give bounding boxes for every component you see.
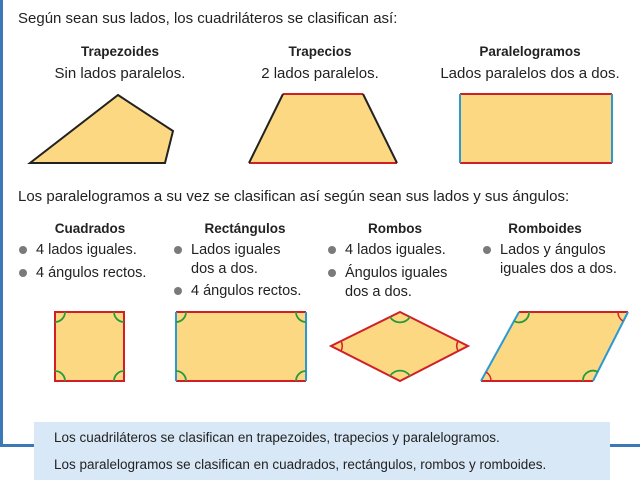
trapezoides-description: Sin lados paralelos. [54, 65, 186, 82]
paralelogramos-title: Paralelogramos [479, 44, 581, 59]
rhomboid-fill [481, 312, 628, 381]
rectangulos-bullet-1: Lados iguales dos a dos. [173, 241, 281, 279]
rombos-bullet-2: Ángulos iguales dos a dos. [327, 264, 447, 302]
trapezoides-title: Trapezoides [80, 44, 160, 59]
summary-line-2: Los paralelogramos se clasifican en cuadrados, rectángulos, rombos y romboides. [54, 457, 547, 472]
summary-box [34, 422, 610, 480]
rectangulos-title: Rectángulos [204, 221, 286, 236]
summary-line-1: Los cuadriláteros se clasifican en trapezoides, trapecios y paralelogramos. [54, 430, 500, 445]
rombos-title: Rombos [368, 221, 422, 236]
rombos-bullet-1: 4 lados iguales. [327, 241, 446, 260]
intro-text: Según sean sus lados, los cuadriláteros se clasifican así: [18, 10, 398, 27]
romboides-title: Romboides [508, 221, 582, 236]
intro2-text: Los paralelogramos a su vez se clasifican así según sean sus lados y sus ángulos: [18, 188, 570, 205]
cuadrados-title: Cuadrados [54, 221, 126, 236]
trapecios-description: 2 lados paralelos. [261, 65, 379, 82]
romboides-bullet-1: Lados y ángulos iguales dos a dos. [482, 241, 617, 279]
trapecios-title: Trapecios [288, 44, 352, 59]
rectangulos-bullet-2: 4 ángulos rectos. [173, 282, 301, 301]
paralelogramos-description: Lados paralelos dos a dos. [440, 65, 620, 82]
cuadrados-bullet-1: 4 lados iguales. [18, 241, 137, 260]
cuadrados-bullet-2: 4 ángulos rectos. [18, 264, 146, 283]
